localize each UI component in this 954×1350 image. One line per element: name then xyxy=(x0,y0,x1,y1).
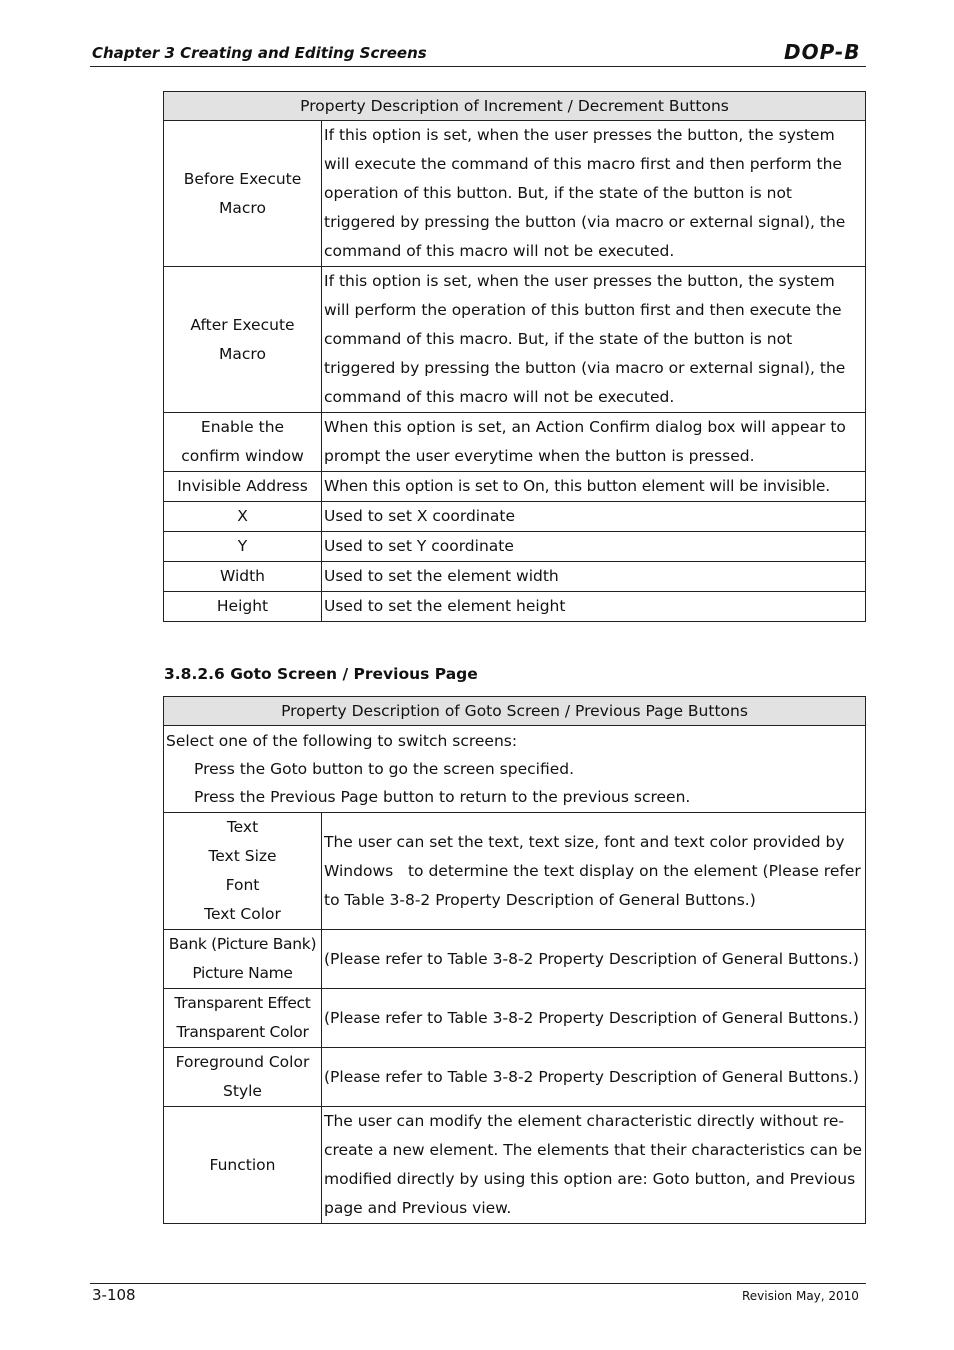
property-description: If this option is set, when the user presses the button, the system will perform the operation of this button first and then execute the command of this macro. But, if the state of the button is not triggered by pressing the button (via macro or external signal), the command of this macro will not be executed. xyxy=(322,267,866,413)
property-description: When this option is set, an Action Confirm dialog box will appear to prompt the user everytime when the button is pressed. xyxy=(322,413,866,472)
property-name: Width xyxy=(164,562,322,592)
page-number: 3-108 xyxy=(92,1286,136,1304)
table-row xyxy=(164,726,866,813)
goto-screen-properties-table xyxy=(163,696,866,1224)
table-row xyxy=(164,121,866,267)
intro-cell xyxy=(164,726,866,813)
property-name: Invisible Address xyxy=(164,472,322,502)
intro-bullet: Press the Previous Page button to return to the previous screen. xyxy=(194,788,691,806)
property-description: When this option is set to On, this button element will be invisible. xyxy=(322,472,866,502)
section-heading: 3.8.2.6 Goto Screen / Previous Page xyxy=(164,665,478,683)
header-divider xyxy=(90,66,866,67)
table-row xyxy=(164,472,866,502)
property-description: (Please refer to Table 3-8-2 Property Description of General Buttons.) xyxy=(322,989,866,1048)
table-row xyxy=(164,989,866,1048)
property-name: After Execute Macro xyxy=(164,267,322,413)
property-description: (Please refer to Table 3-8-2 Property Description of General Buttons.) xyxy=(322,930,866,989)
property-description: If this option is set, when the user presses the button, the system will execute the command of this macro first and then perform the operation of this button. But, if the state of the button is not triggered by pressing the button (via macro or external signal), the command of this macro will not be executed. xyxy=(322,121,866,267)
table-row xyxy=(164,1048,866,1107)
table-row xyxy=(164,592,866,622)
table-row xyxy=(164,532,866,562)
property-name: X xyxy=(164,502,322,532)
table-row xyxy=(164,502,866,532)
table-title: Property Description of Increment / Decrement Buttons xyxy=(164,92,866,121)
property-name: Enable the confirm window xyxy=(164,413,322,472)
property-name: Bank (Picture Bank) Picture Name xyxy=(164,930,322,989)
property-description: The user can modify the element characteristic directly without re-create a new element. The elements that their characteristics can be modified directly by using this option are: Goto button, and Previous page and Previous view. xyxy=(322,1107,866,1224)
property-name: Y xyxy=(164,532,322,562)
table-row xyxy=(164,413,866,472)
table-title: Property Description of Goto Screen / Previous Page Buttons xyxy=(164,697,866,726)
table-row xyxy=(164,562,866,592)
intro-text: Select one of the following to switch screens: xyxy=(166,732,518,750)
property-name: Before Execute Macro xyxy=(164,121,322,267)
footer-divider xyxy=(90,1283,866,1284)
property-description: Used to set the element width xyxy=(322,562,866,592)
property-description: (Please refer to Table 3-8-2 Property Description of General Buttons.) xyxy=(322,1048,866,1107)
table-row xyxy=(164,930,866,989)
property-name: Transparent Effect Transparent Color xyxy=(164,989,322,1048)
property-description: Used to set Y coordinate xyxy=(322,532,866,562)
revision-date: Revision May, 2010 xyxy=(742,1289,859,1303)
property-description: The user can set the text, text size, font and text color provided by Windows to determine the text display on the element (Please refer to Table 3-8-2 Property Description of General Buttons.) xyxy=(322,813,866,930)
intro-bullet: Press the Goto button to go the screen specified. xyxy=(194,760,575,778)
table-row xyxy=(164,267,866,413)
product-logo: DOP-B xyxy=(784,40,861,64)
property-name: Foreground Color Style xyxy=(164,1048,322,1107)
property-name: Function xyxy=(164,1107,322,1224)
table-row xyxy=(164,1107,866,1224)
increment-decrement-properties-table xyxy=(163,91,866,622)
property-description: Used to set X coordinate xyxy=(322,502,866,532)
property-name: Height xyxy=(164,592,322,622)
property-name: Text Text Size Font Text Color xyxy=(164,813,322,930)
table-row xyxy=(164,813,866,930)
chapter-title: Chapter 3 Creating and Editing Screens xyxy=(92,44,427,62)
property-description: Used to set the element height xyxy=(322,592,866,622)
